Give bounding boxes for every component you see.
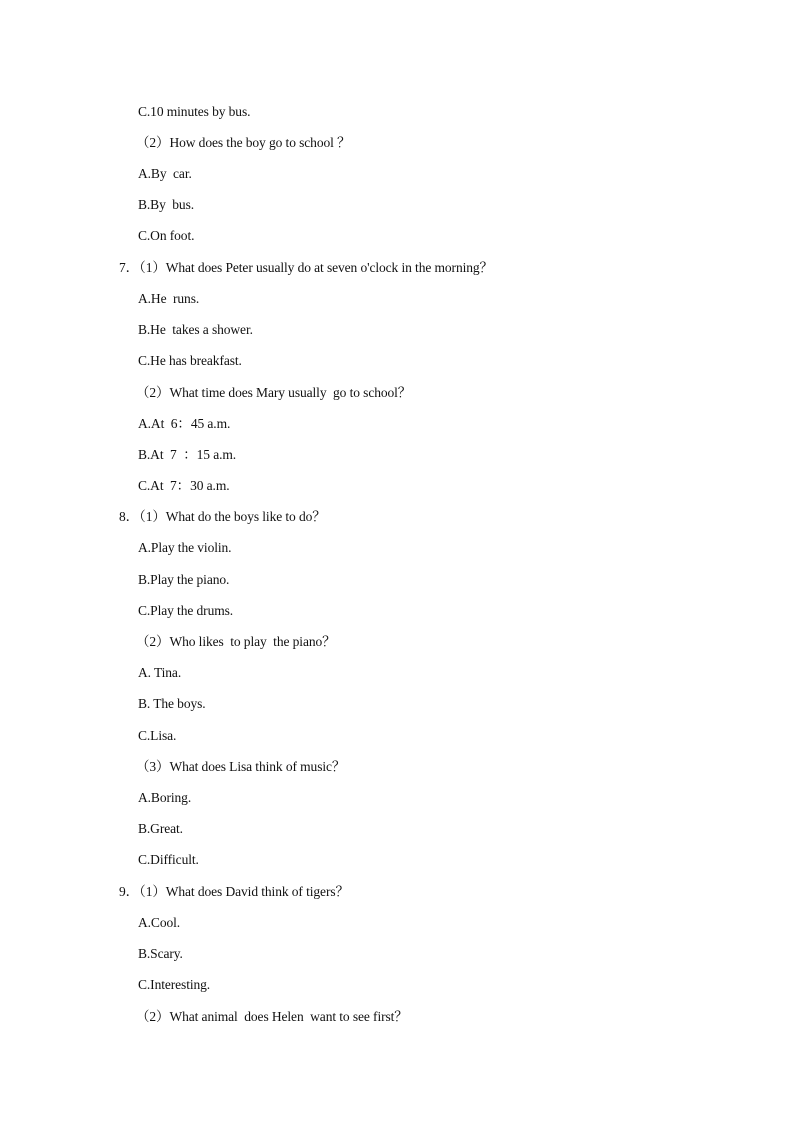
q7-2-question: （2）What time does Mary usually go to school？ <box>136 385 412 400</box>
q9-1-option-a: A.Cool. <box>138 915 181 930</box>
q8-3-option-c: C.Difficult. <box>138 852 199 867</box>
q7-1-question: 7．（1）What does Peter usually do at seven o'clock in the morning？ <box>119 260 493 275</box>
q6-2-question: （2）How does the boy go to school ？ <box>136 135 351 150</box>
q9-2-question: （2）What animal does Helen want to see first？ <box>136 1009 408 1024</box>
q8-2-question: （2）Who likes to play the piano？ <box>136 634 336 649</box>
q8-1-option-a: A.Play the violin. <box>138 540 232 555</box>
q8-2-option-b: B. The boys. <box>138 696 206 711</box>
q9-1-option-b: B.Scary. <box>138 946 183 961</box>
q7-2-option-c: C.At 7：30 a.m. <box>138 478 230 493</box>
q6-2-option-a: A.By car. <box>138 166 192 181</box>
q6-2-option-b: B.By bus. <box>138 197 195 212</box>
q8-1-option-c: C.Play the drums. <box>138 603 234 618</box>
q7-1-option-b: B.He takes a shower. <box>138 322 253 337</box>
q8-3-question: （3）What does Lisa think of music？ <box>136 759 346 774</box>
q8-2-option-a: A. Tina. <box>138 665 182 680</box>
q9-1-question: 9．（1）What does David think of tigers？ <box>119 884 349 899</box>
q8-3-option-a: A.Boring. <box>138 790 192 805</box>
q8-3-option-b: B.Great. <box>138 821 183 836</box>
q6-2-option-c: C.On foot. <box>138 228 195 243</box>
q9-1-option-c: C.Interesting. <box>138 977 211 992</box>
q8-2-option-c: C.Lisa. <box>138 728 177 743</box>
q7-2-option-a: A.At 6：45 a.m. <box>138 416 231 431</box>
q7-2-option-b: B.At 7 ：15 a.m. <box>138 447 237 462</box>
q7-1-option-a: A.He runs. <box>138 291 200 306</box>
q8-1-option-b: B.Play the piano. <box>138 572 230 587</box>
q8-1-question: 8．（1）What do the boys like to do？ <box>119 509 326 524</box>
q7-1-option-c: C.He has breakfast. <box>138 353 242 368</box>
q6-1-option-c: C.10 minutes by bus. <box>138 104 251 119</box>
